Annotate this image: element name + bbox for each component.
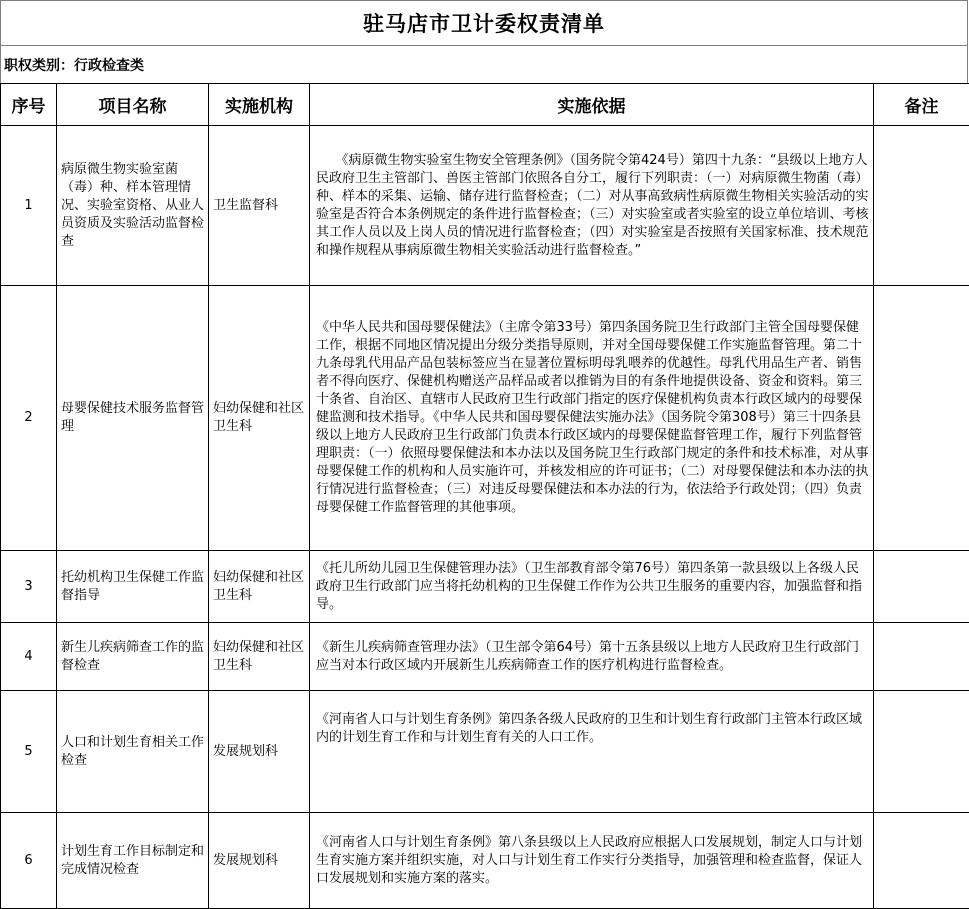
table-row (1, 623, 969, 691)
cell-agency: 妇幼保健和社区卫生科 (209, 551, 310, 623)
cell-note (874, 691, 969, 813)
cell-note (874, 126, 969, 286)
cell-seq: 6 (1, 813, 57, 909)
header-note: 备注 (874, 84, 969, 126)
cell-basis: 《河南省人口与计划生育条例》第四条各级人民政府的卫生和计划生育行政部门主管本行政区域内的计划生育工作和与计划生育有关的人口工作。 (310, 691, 874, 813)
responsibility-table (0, 83, 969, 909)
cell-basis: 《新生儿疾病筛查管理办法》（卫生部令第64号）第十五条县级以上地方人民政府卫生行政部门应当对本行政区域内开展新生儿疾病筛查工作的医疗机构进行监督检查。 (310, 623, 874, 691)
cell-seq: 2 (1, 286, 57, 551)
cell-agency: 发展规划科 (209, 691, 310, 813)
header-seq: 序号 (1, 84, 57, 126)
cell-basis: 《病原微生物实验室生物安全管理条例》（国务院令第424号）第四十九条：“县级以上地方人民政府卫生主管部门、兽医主管部门依照各自分工，履行下列职责：（一）对病原微生物菌（毒）种、样本的采集、运输、储存进行监督检查；（二）对从事高致病性病原微生物相关实验活动的实验室是否符合本条例规定的条件进行监督检查；（三）对实验室或者实验室的设立单位培训、考核其工作人员以及上岗人员的情况进行监督检查；（四）对实验室是否按照有关国家标准、技术规范和操作规程从事病原微生物相关实验活动进行监督检查。” (310, 126, 874, 286)
cell-item-name: 托幼机构卫生保健工作监督指导 (57, 551, 209, 623)
table-row (1, 126, 969, 286)
table-row (1, 691, 969, 813)
table-row (1, 813, 969, 909)
category-label: 职权类别：行政检查类 (0, 46, 968, 83)
cell-agency: 妇幼保健和社区卫生科 (209, 286, 310, 551)
table-header-row (1, 84, 969, 126)
cell-basis: 《河南省人口与计划生育条例》第八条县级以上人民政府应根据人口发展规划，制定人口与计划生育实施方案并组织实施，对人口与计划生育工作实行分类指导，加强管理和检查监督，保证人口发展规划和实施方案的落实。 (310, 813, 874, 909)
document-title: 驻马店市卫计委权责清单 (0, 0, 968, 46)
cell-agency: 发展规划科 (209, 813, 310, 909)
cell-seq: 1 (1, 126, 57, 286)
cell-note (874, 623, 969, 691)
cell-item-name: 病原微生物实验室菌（毒）种、样本管理情况、实验室资格、从业人员资质及实验活动监督检查 (57, 126, 209, 286)
cell-item-name: 人口和计划生育相关工作检查 (57, 691, 209, 813)
header-name: 项目名称 (57, 84, 209, 126)
table-row (1, 286, 969, 551)
header-basis: 实施依据 (310, 84, 874, 126)
cell-seq: 5 (1, 691, 57, 813)
cell-seq: 4 (1, 623, 57, 691)
cell-agency: 妇幼保健和社区卫生科 (209, 623, 310, 691)
cell-note (874, 813, 969, 909)
cell-seq: 3 (1, 551, 57, 623)
table-row (1, 551, 969, 623)
cell-item-name: 计划生育工作目标制定和完成情况检查 (57, 813, 209, 909)
header-unit: 实施机构 (209, 84, 310, 126)
cell-note (874, 286, 969, 551)
cell-basis: 《托儿所幼儿园卫生保健管理办法》（卫生部教育部令第76号）第四条第一款县级以上各级人民政府卫生行政部门应当将托幼机构的卫生保健工作作为公共卫生服务的重要内容，加强监督和指导。 (310, 551, 874, 623)
cell-item-name: 新生儿疾病筛查工作的监督检查 (57, 623, 209, 691)
cell-note (874, 551, 969, 623)
cell-basis: 《中华人民共和国母婴保健法》（主席令第33号）第四条国务院卫生行政部门主管全国母婴保健工作，根据不同地区情况提出分级分类指导原则，并对全国母婴保健工作实施监督管理。第二十九条母乳代用品产品包装标签应当在显著位置标明母乳喂养的优越性。母乳代用品生产者、销售者不得向医疗、保健机构赠送产品样品或者以推销为目的有条件地提供设备、资金和资料。第三十条省、自治区、直辖市人民政府卫生行政部门指定的医疗保健机构负责本行政区域内的母婴保健监测和技术指导。《中华人民共和国母婴保健法实施办法》（国务院令第308号）第三十四条县级以上地方人民政府卫生行政部门负责本行政区域内的母婴保健监督管理工作，履行下列监督管理职责：（一）依照母婴保健法和本办法以及国务院卫生行政部门规定的条件和技术标准，对从事母婴保健工作的机构和人员实施许可，并核发相应的许可证书；（二）对母婴保健法和本办法的执行情况进行监督检查；（三）对违反母婴保健法和本办法的行为，依法给予行政处罚；（四）负责母婴保健工作监督管理的其他事项。 (310, 286, 874, 551)
cell-agency: 卫生监督科 (209, 126, 310, 286)
cell-item-name: 母婴保健技术服务监督管理 (57, 286, 209, 551)
